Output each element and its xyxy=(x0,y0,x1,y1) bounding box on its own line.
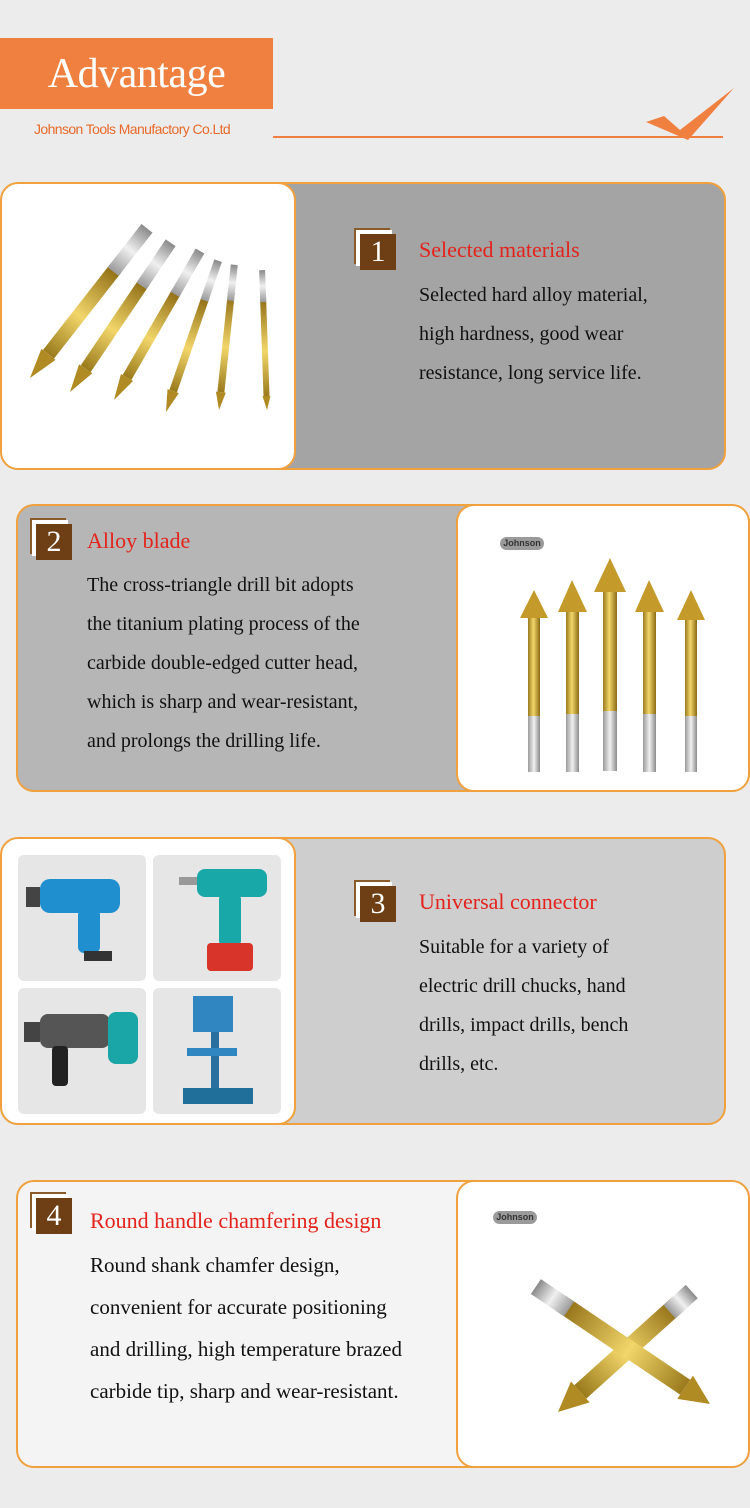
cordless-drill-tile xyxy=(153,855,281,981)
section-4-photo xyxy=(456,1180,750,1468)
section-1-photo xyxy=(0,182,296,470)
cordless-drill-icon xyxy=(153,855,281,981)
header-title: Advantage xyxy=(47,50,226,97)
brand-logo: Johnson xyxy=(493,1211,537,1224)
electric-drill-icon xyxy=(18,855,146,981)
section-1-body: Selected hard alloy material, high hardness, good wear resistance, long service life. xyxy=(419,284,648,384)
alloy-blade-bits-image xyxy=(458,506,750,792)
section-4-title: Round handle chamfering design xyxy=(90,1208,382,1233)
company-name: Johnson Tools Manufactory Co.Ltd xyxy=(34,121,231,137)
checkmark-icon xyxy=(638,82,738,142)
section-3-title: Universal connector xyxy=(419,889,597,914)
chamfered-bits-image xyxy=(458,1182,750,1468)
section-2-title: Alloy blade xyxy=(87,528,191,553)
electric-drill-tile xyxy=(18,855,146,981)
section-3-number-badge: 3 xyxy=(360,886,396,922)
section-1-title: Selected materials xyxy=(419,237,580,262)
bench-drill-icon xyxy=(153,988,281,1114)
impact-drill-icon xyxy=(18,988,146,1114)
drill-bits-image xyxy=(2,184,296,470)
bench-drill-tile xyxy=(153,988,281,1114)
section-4-number-badge: 4 xyxy=(36,1198,72,1234)
section-1-number-badge: 1 xyxy=(360,234,396,270)
section-3-body: Suitable for a variety of electric drill chucks, hand drills, impact drills, bench drills, etc. xyxy=(419,936,629,1075)
brand-logo: Johnson xyxy=(500,537,544,550)
section-2-number-badge: 2 xyxy=(36,524,72,560)
section-3-photo xyxy=(0,837,296,1125)
impact-drill-tile xyxy=(18,988,146,1114)
header-banner xyxy=(0,38,273,109)
section-2-photo xyxy=(456,504,750,792)
section-4-body: Round shank chamfer design, convenient for accurate positioning and drilling, high temperature brazed carbide tip, sharp and wear-resistant. xyxy=(90,1253,402,1403)
section-2-body: The cross-triangle drill bit adopts the titanium plating process of the carbide double-edged cutter head, which is sharp and wear-resistant, and prolongs the drilling life. xyxy=(87,574,360,752)
